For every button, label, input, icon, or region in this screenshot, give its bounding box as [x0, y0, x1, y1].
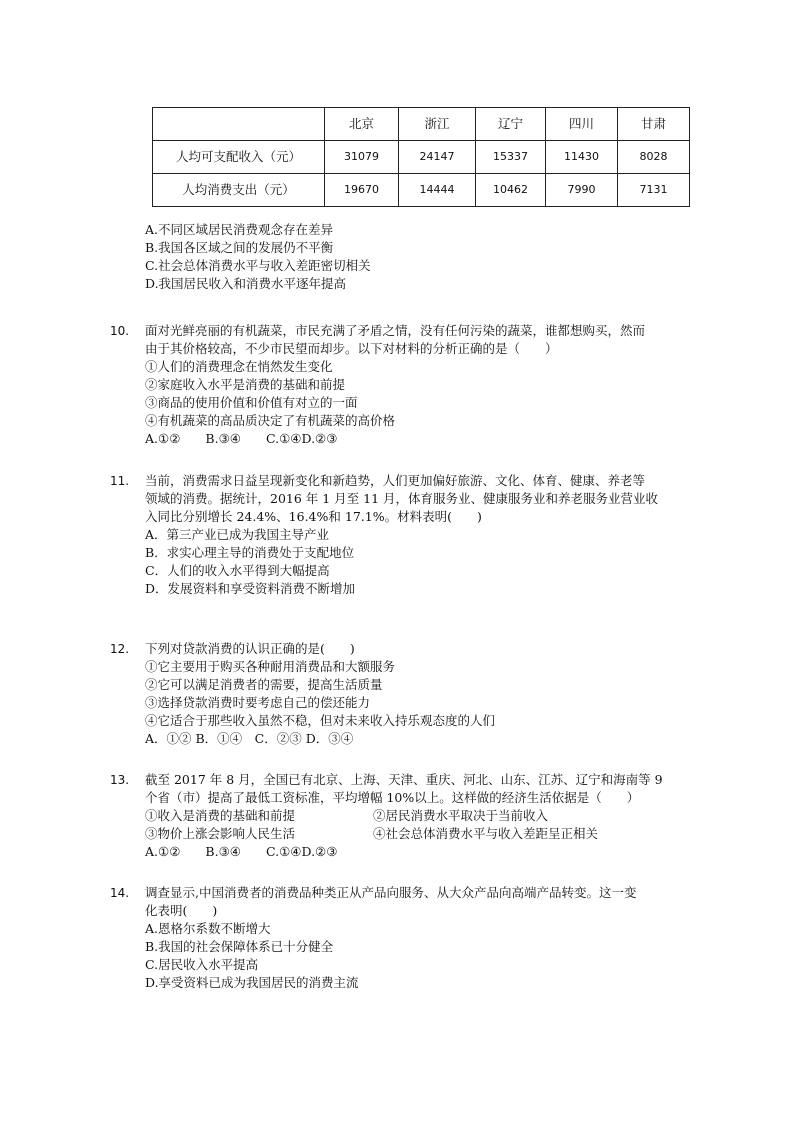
header-liaoning: 辽宁 [476, 108, 546, 141]
question-stem-line: 化表明( ) [145, 903, 218, 918]
question-stem-line: 下列对贷款消费的认识正确的是( ) [145, 641, 355, 656]
answer-choices: A．①② B．①④ C．②③ D．③④ [145, 731, 354, 746]
answer-choices: A.①② B.③④ C.①④D.②③ [145, 844, 338, 859]
header-gansu: 甘肃 [618, 108, 690, 141]
question-stem-line: 个省（市）提高了最低工资标准，平均增幅 10%以上。这样做的经济生活依据是（ ） [145, 790, 640, 805]
table-cell: 14444 [399, 174, 476, 207]
table-row [153, 174, 690, 207]
question-12 [110, 640, 710, 748]
statement-item: ③商品的使用价值和价值有对立的一面 [145, 395, 358, 410]
statement-item: ①人们的消费理念在悄然发生变化 [145, 359, 333, 374]
table-header-row [153, 108, 690, 141]
option-a: A.不同区域居民消费观念存在差异 [145, 222, 334, 237]
option-c: C．人们的收入水平得到大幅提高 [145, 563, 330, 578]
table-cell: 15337 [476, 141, 546, 174]
option-b: B．求实心理主导的消费处于支配地位 [145, 545, 355, 560]
statement-row [110, 825, 710, 843]
option-b: B.我国各区域之间的发展仍不平衡 [145, 240, 334, 255]
table-cell: 19670 [325, 174, 399, 207]
table-cell: 7131 [618, 174, 690, 207]
row-label: 人均消费支出（元） [153, 174, 325, 207]
table-cell: 31079 [325, 141, 399, 174]
row-label: 人均可支配收入（元） [153, 141, 325, 174]
income-consumption-table [152, 107, 690, 207]
question-number: 11. [110, 474, 130, 488]
statement-item: ③物价上涨会影响人民生活 [145, 826, 296, 841]
header-beijing: 北京 [325, 108, 399, 141]
statement-item: ④有机蔬菜的高品质决定了有机蔬菜的高价格 [145, 413, 396, 428]
statement-item: ①它主要用于购买各种耐用消费品和大额服务 [145, 659, 396, 674]
question-11 [110, 472, 710, 598]
table-cell: 24147 [399, 141, 476, 174]
header-zhejiang: 浙江 [399, 108, 476, 141]
question-stem-line: 调查显示,中国消费者的消费品种类正从产品向服务、从大众产品向高端产品转变。这一变 [145, 885, 637, 900]
option-d: D.享受资料已成为我国居民的消费主流 [145, 975, 359, 990]
statement-item: ④它适合于那些收入虽然不稳，但对未来收入持乐观态度的人们 [145, 713, 496, 728]
question-number: 14. [110, 886, 130, 900]
option-b: B.我国的社会保障体系已十分健全 [145, 939, 334, 954]
statement-item: ②它可以满足消费者的需要，提高生活质量 [145, 677, 383, 692]
question-stem-line: 领域的消费。据统计，2016 年 1 月至 11 月，体育服务业、健康服务业和养老服务业营业收 [145, 491, 659, 506]
option-d: D．发展资料和享受资料消费不断增加 [145, 581, 356, 596]
option-c: C.居民收入水平提高 [145, 957, 259, 972]
answer-choices: A.①② B.③④ C.①④D.②③ [145, 431, 338, 446]
option-a: A.恩格尔系数不断增大 [145, 921, 271, 936]
table-corner-cell [153, 108, 325, 141]
question-stem-line: 当前，消费需求日益呈现新变化和新趋势，人们更加偏好旅游、文化、体育、健康、养老等 [145, 473, 646, 488]
table-cell: 7990 [546, 174, 618, 207]
question-number: 10. [110, 324, 130, 338]
statement-item: ②居民消费水平取决于当前收入 [373, 808, 549, 823]
option-c: C.社会总体消费水平与收入差距密切相关 [145, 258, 371, 273]
statement-row [110, 807, 710, 825]
question-number: 13. [110, 773, 130, 787]
question-stem-line: 面对光鲜亮丽的有机蔬菜，市民充满了矛盾之情，没有任何污染的蔬菜，谁都想购买，然而 [145, 323, 646, 338]
statement-item: ③选择贷款消费时要考虑自己的偿还能力 [145, 695, 371, 710]
question-stem-line: 截至 2017 年 8 月，全国已有北京、上海、天津、重庆、河北、山东、江苏、辽宁和海南等 9 [145, 772, 663, 787]
statement-item: ②家庭收入水平是消费的基础和前提 [145, 377, 346, 392]
table-cell: 8028 [618, 141, 690, 174]
q9-options [145, 221, 371, 293]
question-14 [110, 884, 710, 992]
option-a: A．第三产业已成为我国主导产业 [145, 527, 330, 542]
statement-item: ①收入是消费的基础和前提 [145, 808, 296, 823]
question-number: 12. [110, 642, 130, 656]
table-cell: 10462 [476, 174, 546, 207]
question-13 [110, 771, 710, 861]
question-stem-line: 入同比分别增长 24.4%、16.4%和 17.1%。材料表明( ) [145, 509, 482, 524]
table-row [153, 141, 690, 174]
header-sichuan: 四川 [546, 108, 618, 141]
table-cell: 11430 [546, 141, 618, 174]
question-10 [110, 322, 710, 448]
question-stem-line: 由于其价格较高，不少市民望而却步。以下对材料的分析正确的是（ ） [145, 341, 558, 356]
option-d: D.我国居民收入和消费水平逐年提高 [145, 276, 347, 291]
statement-item: ④社会总体消费水平与收入差距呈正相关 [373, 826, 599, 841]
